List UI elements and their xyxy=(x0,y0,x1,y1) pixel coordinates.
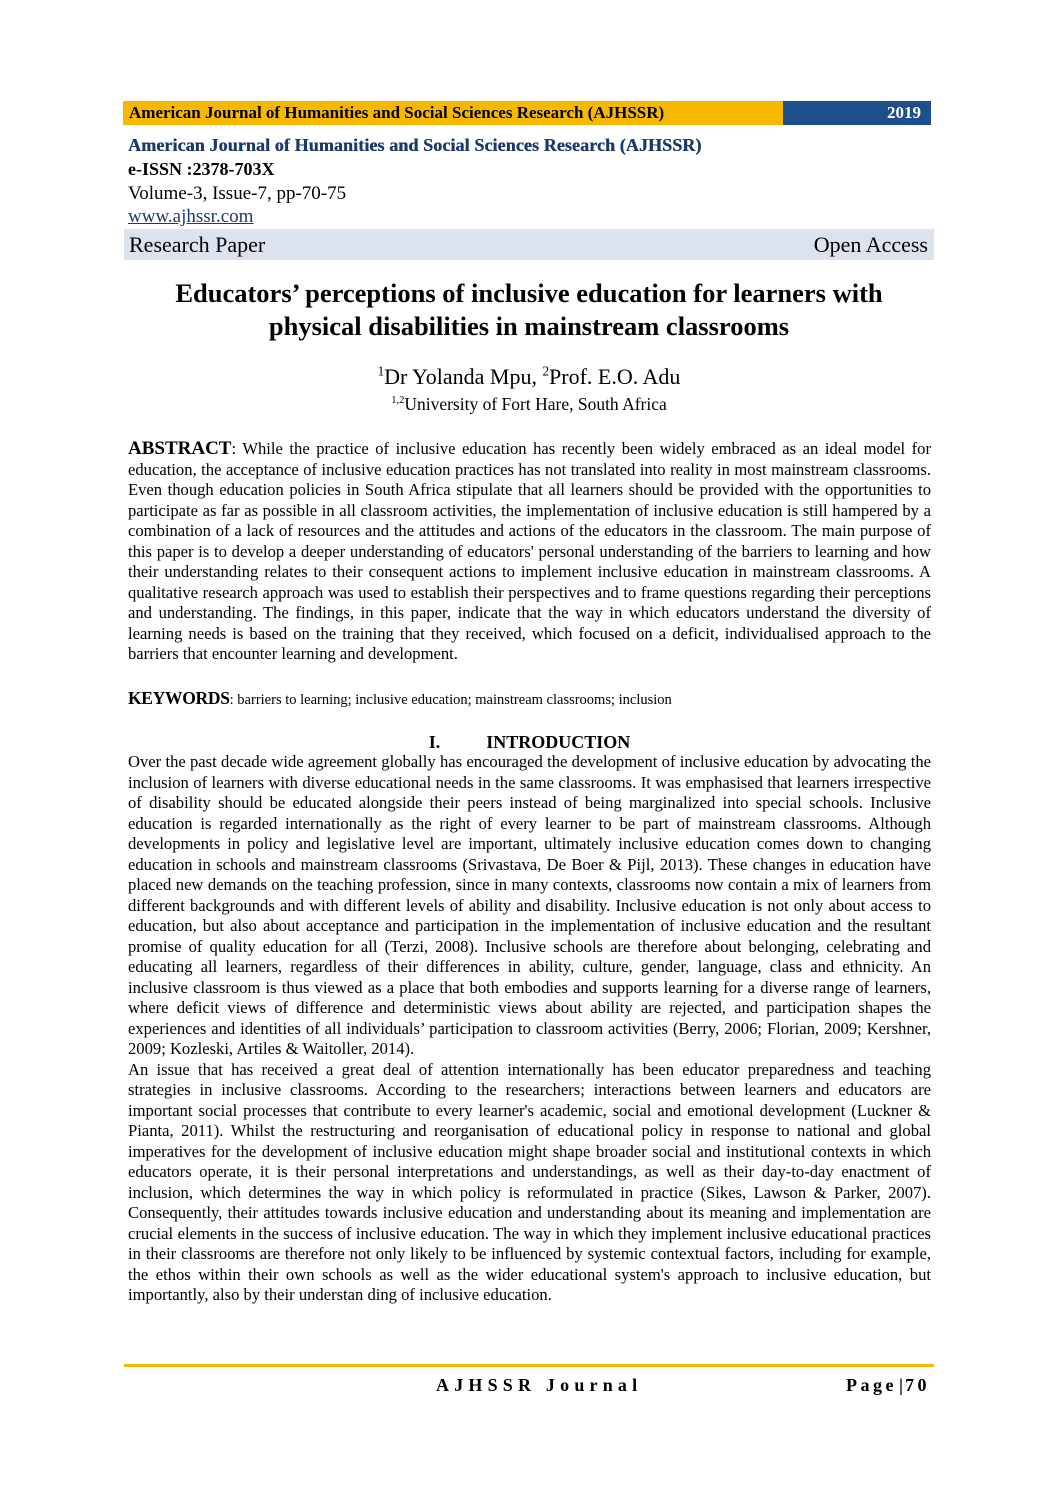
running-header-year: 2019 xyxy=(783,101,931,125)
paper-type-bar xyxy=(124,229,934,260)
keywords-label: KEYWORDS xyxy=(128,688,230,708)
author-1-name: Dr Yolanda Mpu, xyxy=(384,364,543,389)
masthead-url-link[interactable]: www.ajhssr.com xyxy=(128,206,254,227)
footer-page: Page | 70 xyxy=(846,1375,930,1395)
author-1-superscript: 1 xyxy=(377,363,385,379)
masthead-issn: e-ISSN :2378-703X xyxy=(128,159,275,179)
abstract xyxy=(128,439,931,665)
keywords xyxy=(128,687,931,711)
section-title: INTRODUCTION xyxy=(486,732,631,752)
running-header xyxy=(123,101,931,125)
author-2-superscript: 2 xyxy=(542,363,550,379)
affiliation-text: University of Fort Hare, South Africa xyxy=(404,394,667,414)
affiliation-superscript: 1,2 xyxy=(391,395,405,407)
footer-journal: AJHSSR Journal xyxy=(436,1375,643,1395)
author-affiliation xyxy=(128,393,930,415)
paper-title-line-1: Educators’ perceptions of inclusive education for learners with xyxy=(175,278,883,308)
body-paragraph-2: An issue that has received a great deal of attention internationally has been educator preparedness and teaching strategies in inclusive classrooms. According to the researchers; interactions between learners and educators are important social processes that contribute to every learner's academic, social and emotional development (Luckner & Pianta, 2011). Whilst the restructuring and reorganisation of educational policy in response to national and global imperatives for the development of inclusive education might shape broader social and institutional contexts in which educators operate, it is their personal interpretations and understandings, as well as their day-to-day enactment of inclusion, which determines the way in which policy is reformulated in practice (Sikes, Lawson & Parker, 2007). Consequently, their attitudes towards inclusive education and understanding about its meaning and implementation are crucial elements in the success of inclusive education. The way in which they implement inclusive educational practices in their classrooms are therefore not only likely to be influenced by systemic contextual factors, including for example, the ethos within their own schools as well as the wider educational system's approach to inclusive education, but importantly, also by their understan ding of inclusive education. xyxy=(128,1059,931,1304)
masthead-journal-title: American Journal of Humanities and Social Sciences Research (AJHSSR) xyxy=(128,135,702,155)
paper-title xyxy=(128,277,930,343)
section-number: I. xyxy=(428,732,441,752)
introduction-body xyxy=(128,752,931,1306)
page-footer xyxy=(124,1373,934,1397)
abstract-label: ABSTRACT xyxy=(128,438,232,459)
body-paragraph-1: Over the past decade wide agreement globally has encouraged the development of inclusive education by advocating the inclusion of learners with diverse educational needs in the same classrooms. It was emphasised that learners irrespective of disability should be educated alongside their peers instead of being marginalized into special schools. Inclusive education is regarded internationally as the right of every learner to be part of mainstream classrooms. Although developments in policy and legislative level are important, ultimately inclusive education comes down to changing education in schools and mainstream classrooms (Srivastava, De Boer & Pijl, 2013). These changes in education have placed new demands on the teaching profession, since in many contexts, classrooms now contain a mix of learners from different backgrounds and with different levels of ability and disability. Inclusive education is not only about access to education, but also about acceptance and participation in the implementation of inclusive education and the resultant promise of quality education for all (Terzi, 2008). Inclusive schools are therefore about belonging, celebrating and educating all learners, regardless of their differences in ability, culture, gender, language, class and ethnicity. An inclusive classroom is thus viewed as a place that both embodies and supports learning for a diverse range of learners, where deficit views of difference and deterministic views about ability are rejected, and participation shapes the experiences and identities of all individuals’ participation to classroom activities (Berry, 2006; Florian, 2009; Kershner, 2009; Kozleski, Artiles & Waitoller, 2014). xyxy=(128,752,931,1058)
keywords-text: : barriers to learning; inclusive education; mainstream classrooms; inclusion xyxy=(229,692,672,708)
abstract-text: : While the practice of inclusive education has recently been widely embraced as an ideal model for education, the acceptance of inclusive education practices has not translated into reality in most mainstream classrooms. Even though education policies in South Africa stipulate that all learners should be provided with the opportunities to participate as far as possible in all classroom activities, the implementation of inclusive education is still hampered by a combination of a lack of resources and the attitudes and actions of the educators in the classroom. The main purpose of this paper is to develop a deeper understanding of educators' personal understanding of the barriers to learning and how their understanding relates to their consequent actions to implement inclusive education in mainstream classrooms. A qualitative research approach was used to establish their perspectives and to frame questions regarding their perceptions and understanding. The findings, in this paper, indicate that the way in which educators understand the diversity of learning needs is based on the training that they received, which focused on a deficit, individualised approach to the barriers that encounter learning and development. xyxy=(128,439,931,663)
running-header-journal: American Journal of Humanities and Social Sciences Research (AJHSSR) xyxy=(123,101,783,125)
author-2-name: Prof. E.O. Adu xyxy=(549,364,681,389)
section-heading-introduction xyxy=(128,731,931,753)
open-access-label: Open Access xyxy=(813,231,928,257)
footer-page-label: Page xyxy=(846,1375,898,1395)
footer-divider xyxy=(124,1364,934,1367)
footer-page-number: 70 xyxy=(905,1375,930,1395)
paper-type-label: Research Paper xyxy=(129,231,266,257)
masthead-volume: Volume-3, Issue-7, pp-70-75 xyxy=(128,183,347,204)
masthead xyxy=(128,133,938,228)
paper-title-line-2: physical disabilities in mainstream classrooms xyxy=(268,311,790,341)
author-list xyxy=(128,363,930,391)
